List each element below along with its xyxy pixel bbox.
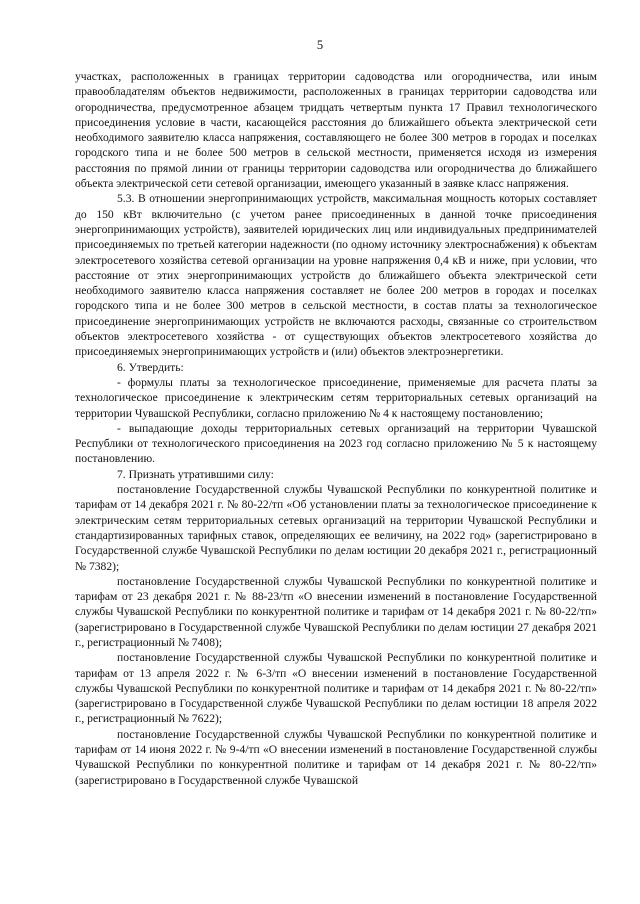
paragraph-7-item-1: постановление Государственной службы Чувашской Республики по конкурентной политике и тарифам от 14 декабря 2021 г. № 80-22/тп «Об установлении платы за технологическое присоединение к электрическим сетям территориальных сетевых организаций на территории Чувашской Республики и стандартизированных тарифных ставок, определяющих ее величину, на 2022 год» (зарегистрировано в Государственной службе Чувашской Республики по делам юстиции 20 декабря 2021 г., регистрационный № 7382); <box>75 483 597 573</box>
paragraph-6-heading: 6. Утвердить: <box>117 360 184 374</box>
paragraph-7-heading: 7. Признать утратившими силу: <box>117 467 274 481</box>
paragraph-7-item-4: постановление Государственной службы Чувашской Республики по конкурентной политике и тарифам от 14 июня 2022 г. № 9-4/тп «О внесении изменений в постановление Государственной службы Чувашской Республики по конкурентной политике и тарифам от 14 декабря 2021 г. № 80-22/тп» (зарегистрировано в Государственной службе Чувашской <box>75 727 597 787</box>
paragraph-7-item-2: постановление Государственной службы Чувашской Республики по конкурентной политике и тарифам от 23 декабря 2021 г. № 88-23/тп «О внесении изменений в постановление Государственной службы Чувашской Республики по конкурентной политике и тарифам от 14 декабря 2021 г. № 80-22/тп» (зарегистрировано в Государственной службе Чувашской Республики по делам юстиции 27 декабря 2021 г., регистрационный № 7408); <box>75 574 597 649</box>
paragraph-1: участках, расположенных в границах территории садоводства или огородничества, или иным правообладателям объектов недвижимости, расположенных в границах территории садоводства или огородничества, предусмотренное абзацем тридцать четвертым пункта 17 Правил технологического присоединения условие в части, касающейся расстояния до ближайшего объекта электрической сети необходимого заявителю класса напряжения, составляющего не более 300 метров в городах и поселках городского типа и не более 500 метров в сельской местности, применяется исходя из измерения расстояния по прямой линии от границы территории садоводства или огородничества до ближайшего объекта электрической сети сетевой организации, имеющего указанный в заявке класс напряжения. <box>75 70 597 191</box>
paragraph-5-3: 5.3. В отношении энергопринимающих устройств, максимальная мощность которых составляет до 150 кВт включительно (с учетом ранее присоединенных в данной точке присоединения энергопринимающих устройств), заявителей юридических лиц или индивидуальных предпринимателей присоединяемых по третьей категории надежности (по одному источнику электроснабжения) к объектам электросетевого хозяйства сетевой организации на уровне напряжения 0,4 кВ и ниже, при условии, что расстояние от этих энергопринимающих устройств до ближайшего объекта электрической сети необходимого заявителю класса напряжения составляет не более 200 метров в городах и поселках городского типа и не более 300 метров в сельской местности, в состав платы за технологическое присоединение энергопринимающих устройств не включаются расходы, связанные со строительством объектов электросетевого хозяйства - от существующих объектов электросетевого хозяйства до присоединяемых энергопринимающих устройств и (или) объектов электроэнергетики. <box>75 192 597 359</box>
page-number: 5 <box>316 38 324 52</box>
paragraph-7-item-3: постановление Государственной службы Чувашской Республики по конкурентной политике и тарифам от 13 апреля 2022 г. № 6-3/тп «О внесении изменений в постановление Государственной службы Чувашской Республики по конкурентной политике и тарифам от 14 декабря 2021 г. № 80-22/тп» (зарегистрировано в Государственной службе Чувашской Республики по делам юстиции 18 апреля 2022 г., регистрационный № 7622); <box>75 651 597 726</box>
paragraph-6-item-2: - выпадающие доходы территориальных сетевых организаций на территории Чувашской Республики от технологического присоединения на 2023 год согласно приложению № 5 к настоящему постановлению. <box>75 421 597 466</box>
paragraph-6-item-1: - формулы платы за технологическое присоединение, применяемые для расчета платы за технологическое присоединение к электрическим сетям территориальных сетевых организаций на территории Чувашской Республики, согласно приложению № 4 к настоящему постановлению; <box>75 375 597 420</box>
document-body <box>75 69 597 788</box>
